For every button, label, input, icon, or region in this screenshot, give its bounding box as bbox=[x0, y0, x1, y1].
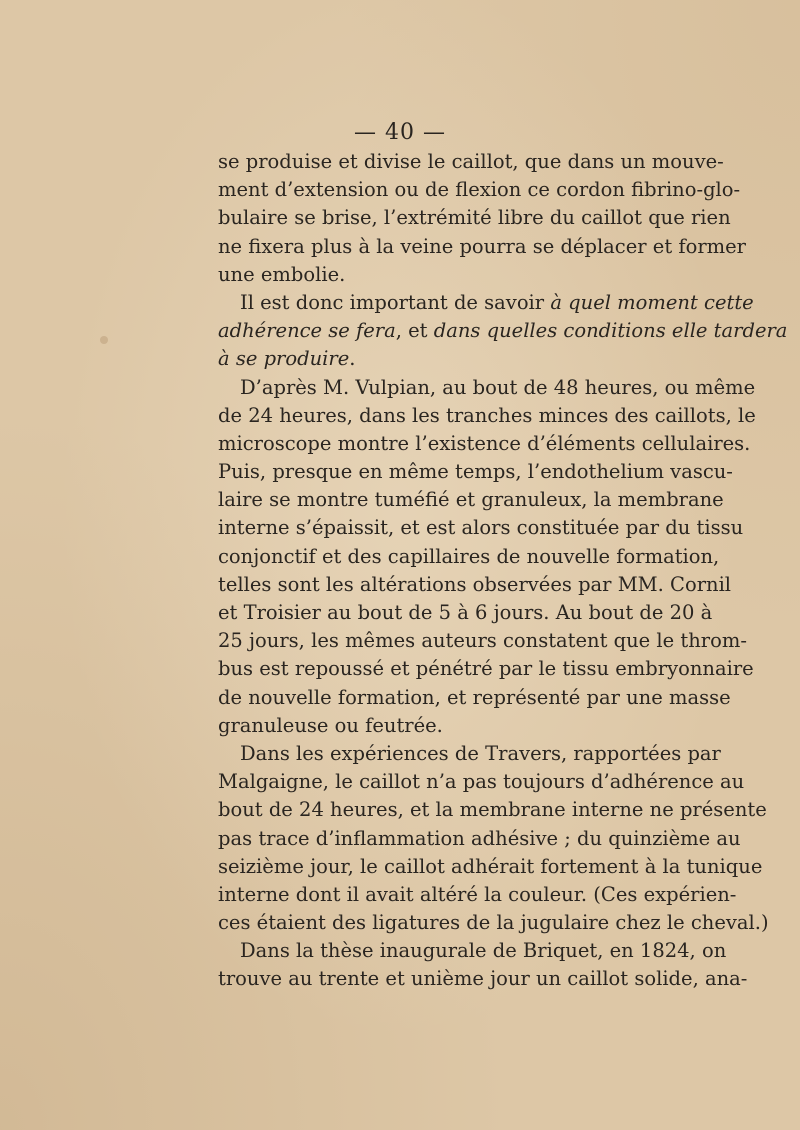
text-line: interne s’épaissit, et est alors constituée par du tissu bbox=[218, 516, 744, 540]
text-line: bout de 24 heures, et la membrane interne ne présente bbox=[218, 798, 767, 822]
text-line: bus est repoussé et pénétré par le tissu embryonnaire bbox=[218, 657, 754, 681]
text-line: telles sont les altérations observées par MM. Cornil bbox=[218, 572, 732, 596]
text-line: interne dont il avait altéré la couleur. (Ces expérien- bbox=[218, 882, 737, 906]
page-number: — 40 — bbox=[354, 120, 446, 145]
text-line: Puis, presque en même temps, l’endothelium vascu- bbox=[218, 460, 733, 484]
text-line: Dans les expériences de Travers, rapportées par bbox=[240, 741, 721, 765]
text-line: laire se montre tuméfié et granuleux, la membrane bbox=[218, 488, 724, 512]
text-line: trouve au trente et unième jour un caillot solide, ana- bbox=[218, 967, 748, 991]
body-text bbox=[218, 148, 788, 994]
text-line: de 24 heures, dans les tranches minces des caillots, le bbox=[218, 403, 756, 427]
text-line: ne fixera plus à la veine pourra se déplacer et former bbox=[218, 234, 746, 258]
text-line: bulaire se brise, l’extrémité libre du caillot que rien bbox=[218, 206, 731, 230]
italic-phrase: adhérence se fera bbox=[218, 319, 396, 343]
text-line: adhérence se fera, et dans quelles conditions elle tardera bbox=[218, 319, 788, 343]
text-line: microscope montre l’existence d’éléments cellulaires. bbox=[218, 431, 751, 455]
text-line: seizième jour, le caillot adhérait fortement à la tunique bbox=[218, 854, 763, 878]
text-line: Malgaigne, le caillot n’a pas toujours d’adhérence au bbox=[218, 770, 745, 794]
text-line: D’après M. Vulpian, au bout de 48 heures, ou même bbox=[240, 375, 756, 399]
text-line: à se produire. bbox=[218, 347, 356, 371]
text-line: se produise et divise le caillot, que dans un mouve- bbox=[218, 150, 724, 173]
text-line: et Troisier au bout de 5 à 6 jours. Au bout de 20 à bbox=[218, 601, 713, 624]
text-line: 25 jours, les mêmes auteurs constatent que le throm- bbox=[218, 629, 747, 653]
italic-phrase: à se produire bbox=[218, 347, 350, 371]
text-line: pas trace d’inflammation adhésive ; du quinzième au bbox=[218, 826, 741, 850]
text-line: Il est donc important de savoir à quel moment cette bbox=[240, 290, 754, 314]
italic-phrase: à quel moment cette bbox=[550, 290, 754, 314]
text-line: ment d’extension ou de flexion ce cordon fibrino-glo- bbox=[218, 178, 741, 202]
text-line: granuleuse ou feutrée. bbox=[218, 713, 443, 737]
text-line: Dans la thèse inaugurale de Briquet, en 1824, on bbox=[240, 939, 727, 963]
text-line: une embolie. bbox=[218, 262, 346, 286]
text-line: conjonctif et des capillaires de nouvelle formation, bbox=[218, 544, 720, 568]
italic-phrase: dans quelles conditions elle tardera bbox=[433, 319, 788, 343]
text-line: de nouvelle formation, et représenté par une masse bbox=[218, 685, 731, 709]
paper-stain bbox=[100, 336, 108, 344]
text-line: ces étaient des ligatures de la jugulaire chez le cheval.) bbox=[218, 911, 769, 935]
